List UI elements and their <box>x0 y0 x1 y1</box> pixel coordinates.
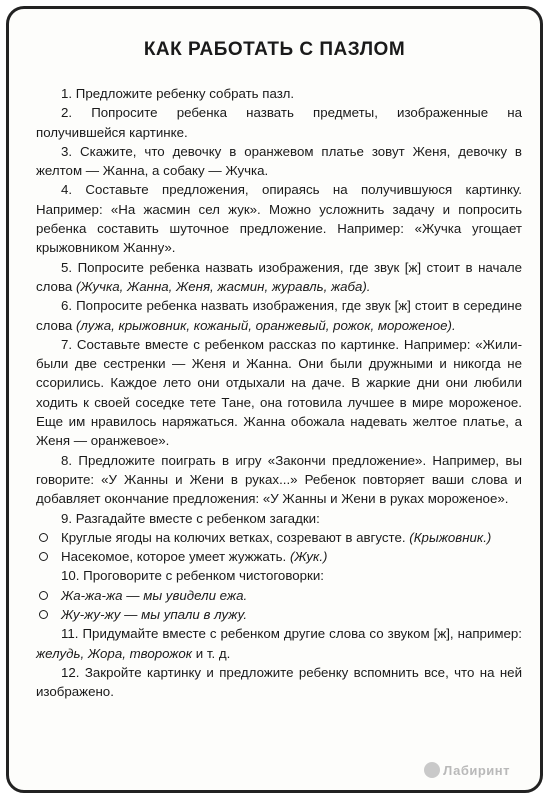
item-text: 11. Придумайте вместе с ребенком другие слова со звуком [ж], например: <box>61 626 522 642</box>
item-text: Насекомое, которое умеет жужжать. <box>61 549 287 565</box>
numbered-item <box>36 335 522 451</box>
item-example: (Крыжовник.) <box>409 529 492 545</box>
circle-bullet-icon <box>39 552 48 561</box>
item-example: желудь, Жора, творожок <box>36 645 193 661</box>
numbered-item <box>36 180 522 257</box>
numbered-item <box>36 103 522 142</box>
bullet-item <box>36 605 522 624</box>
numbered-item <box>36 258 522 297</box>
numbered-item <box>36 142 522 181</box>
bullet-item <box>36 547 522 566</box>
bullet-item <box>36 586 522 605</box>
instructions-list <box>36 84 522 702</box>
item-text: 3. Скажите, что девочку в оранжевом платье зовут Женя, девочку в желтом — Жанна, а собаку — Жучка. <box>36 143 522 179</box>
item-text: 4. Составьте предложения, опираясь на получившуюся картинку. Например: «На жасмин сел жук». Можно усложнить задачу и попросить ребенка составить шуточное предложение. Например: «Жучка угощает крыжовником Жанну». <box>36 182 522 256</box>
item-text: 6. Попросите ребенка назвать изображения, где звук [ж] стоит в середине слова <box>36 298 522 333</box>
labirint-logo-icon <box>424 762 440 778</box>
circle-bullet-icon <box>39 591 48 600</box>
item-text: 8. Предложите поиграть в игру «Закончи предложение». Например, вы говорите: «У Жанны и Жени в руках...» Ребенок повторяет ваши слова и добавляет окончание предложения: «У Жанны и Жени в руках мороженое». <box>36 452 522 507</box>
item-example: (лужа, крыжовник, кожаный, оранжевый, рожок, мороженое). <box>75 317 456 333</box>
numbered-item <box>36 84 522 103</box>
item-text: 5. Попросите ребенка назвать изображения, где звук [ж] стоит в начале слова <box>36 259 522 294</box>
watermark-text: Лабиринт <box>443 763 510 778</box>
item-text: 1. Предложите ребенку собрать пазл. <box>61 86 295 101</box>
numbered-item <box>36 296 522 335</box>
item-text: 9. Разгадайте вместе с ребенком загадки: <box>61 510 320 526</box>
item-text: 2. Попросите ребенка назвать предметы, изображенные на получившейся картинке. <box>36 105 522 140</box>
item-text: 10. Проговорите с ребенком чистоговорки: <box>61 568 324 584</box>
item-text: Круглые ягоды на колючих ветках, созревают в августе. <box>61 529 406 545</box>
page-title: КАК РАБОТАТЬ С ПАЗЛОМ <box>143 39 406 60</box>
item-text: 12. Закройте картинку и предложите ребенку вспомнить все, что на ней изображено. <box>36 664 522 700</box>
circle-bullet-icon <box>39 533 48 542</box>
numbered-item <box>36 624 522 663</box>
watermark <box>424 762 510 778</box>
item-text: 7. Составьте вместе с ребенком рассказ по картинке. Например: «Жили-были две сестренки — Женя и Жанна. Они были дружными и никогда не ссорились. Каждое лето они отдыхали на даче. В жаркие дни они любили ходить к своей соседке тете Тане, она готовила лучшее в мире мороженое. Еще им нравилось наряжаться. Жанна обожала надевать желтое платье, а Женя — оранжевое». <box>36 336 522 449</box>
numbered-item <box>36 509 522 528</box>
bullet-item <box>36 528 522 547</box>
item-example: (Жучка, Жанна, Женя, жасмин, журавль, жаба). <box>75 278 371 294</box>
numbered-item <box>36 663 522 702</box>
numbered-item <box>36 566 522 585</box>
item-example: (Жук.) <box>289 549 328 565</box>
circle-bullet-icon <box>39 610 48 619</box>
item-example: Жа-жа-жа — мы увидели ежа. <box>61 587 248 603</box>
page-frame <box>6 6 543 793</box>
item-tail: и т. д. <box>195 645 231 661</box>
numbered-item <box>36 451 522 509</box>
item-example: Жу-жу-жу — мы упали в лужу. <box>61 607 248 623</box>
